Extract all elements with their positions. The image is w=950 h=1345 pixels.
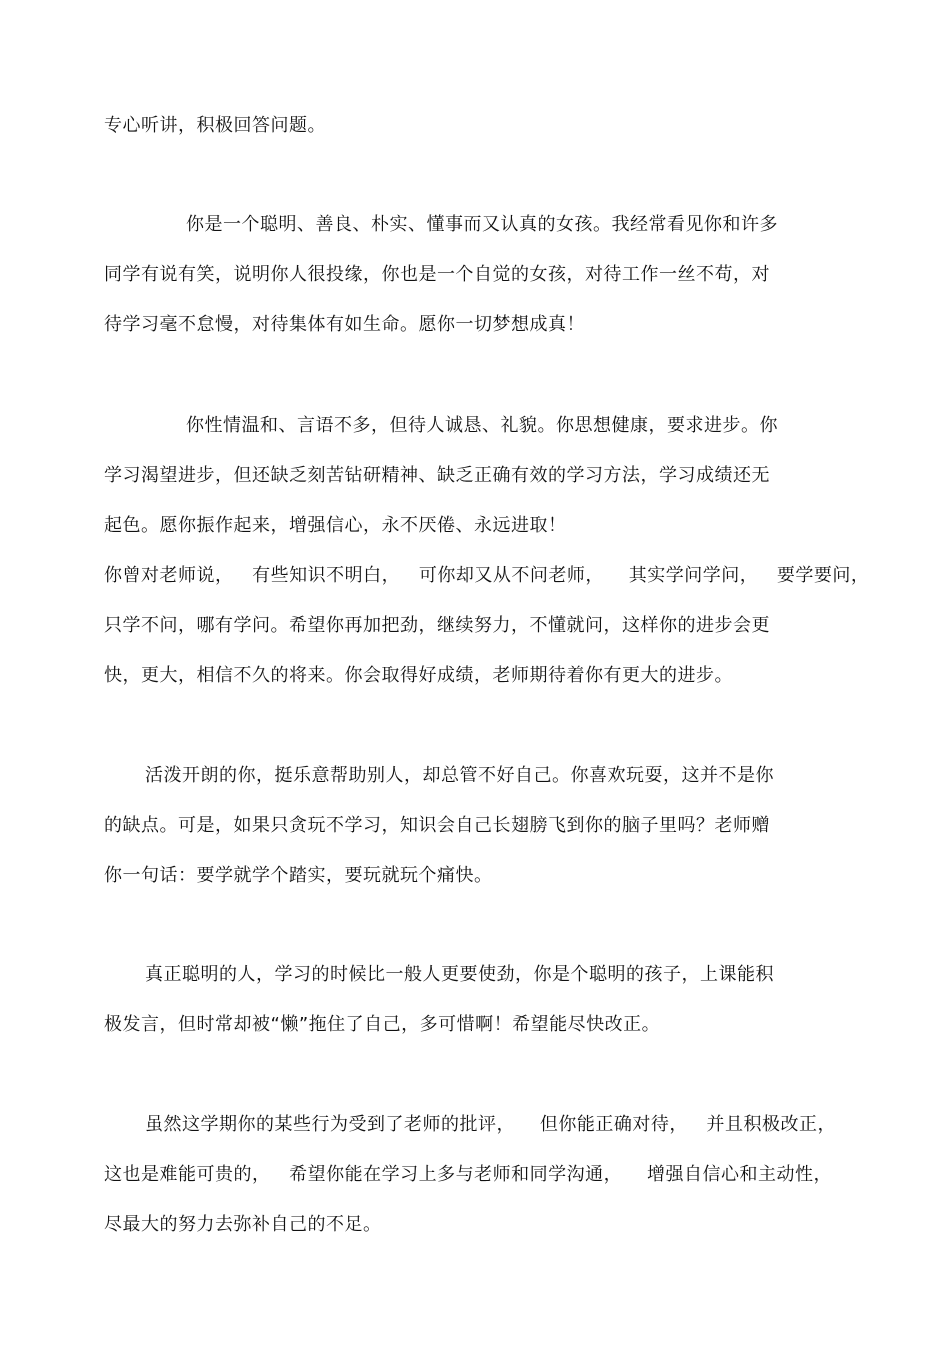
paragraph-4-line-1: 你曾对老师说， 有些知识不明白， 可你却又从不问老师， 其实学问学问， 要学要问，: [104, 565, 870, 586]
paragraph-7-line-1: 虽然这学期你的某些行为受到了老师的批评， 但你能正确对待， 并且积极改正，: [145, 1114, 837, 1135]
paragraph-2-line-3: 待学习毫不怠慢，对待集体有如生命。愿你一切梦想成真！: [104, 314, 585, 335]
paragraph-5-line-2: 的缺点。可是，如果只贪玩不学习，知识会自己长翅膀飞到你的脑子里吗？老师赠: [104, 815, 770, 836]
paragraph-2-line-2: 同学有说有笑，说明你人很投缘，你也是一个自觉的女孩，对待工作一丝不苟，对: [104, 264, 770, 285]
paragraph-5-line-1: 活泼开朗的你，挺乐意帮助别人，却总管不好自己。你喜欢玩耍，这并不是你: [145, 765, 774, 786]
paragraph-6-line-1: 真正聪明的人，学习的时候比一般人更要使劲，你是个聪明的孩子，上课能积: [145, 964, 774, 985]
paragraph-3-line-2: 学习渴望进步，但还缺乏刻苦钻研精神、缺乏正确有效的学习方法，学习成绩还无: [104, 465, 770, 486]
paragraph-7-line-2: 这也是难能可贵的， 希望你能在学习上多与老师和同学沟通， 增强自信心和主动性，: [104, 1164, 833, 1185]
paragraph-1-line-1: 专心听讲，积极回答问题。: [104, 115, 326, 136]
paragraph-3-line-3: 起色。愿你振作起来，增强信心，永不厌倦、永远进取！: [104, 515, 567, 536]
paragraph-4-line-2: 只学不问，哪有学问。希望你再加把劲，继续努力，不懂就问，这样你的进步会更: [104, 615, 770, 636]
paragraph-5-line-3: 你一句话：要学就学个踏实，要玩就玩个痛快。: [104, 865, 493, 886]
paragraph-4-line-3: 快，更大，相信不久的将来。你会取得好成绩，老师期待着你有更大的进步。: [104, 665, 733, 686]
paragraph-3-line-1: 你性情温和、言语不多，但待人诚恳、礼貌。你思想健康，要求进步。你: [186, 415, 778, 436]
paragraph-2-line-1: 你是一个聪明、善良、朴实、懂事而又认真的女孩。我经常看见你和许多: [186, 214, 778, 235]
paragraph-6-line-2: 极发言，但时常却被“懒”拖住了自己，多可惜啊！希望能尽快改正。: [104, 1014, 661, 1035]
paragraph-7-line-3: 尽最大的努力去弥补自己的不足。: [104, 1214, 382, 1235]
